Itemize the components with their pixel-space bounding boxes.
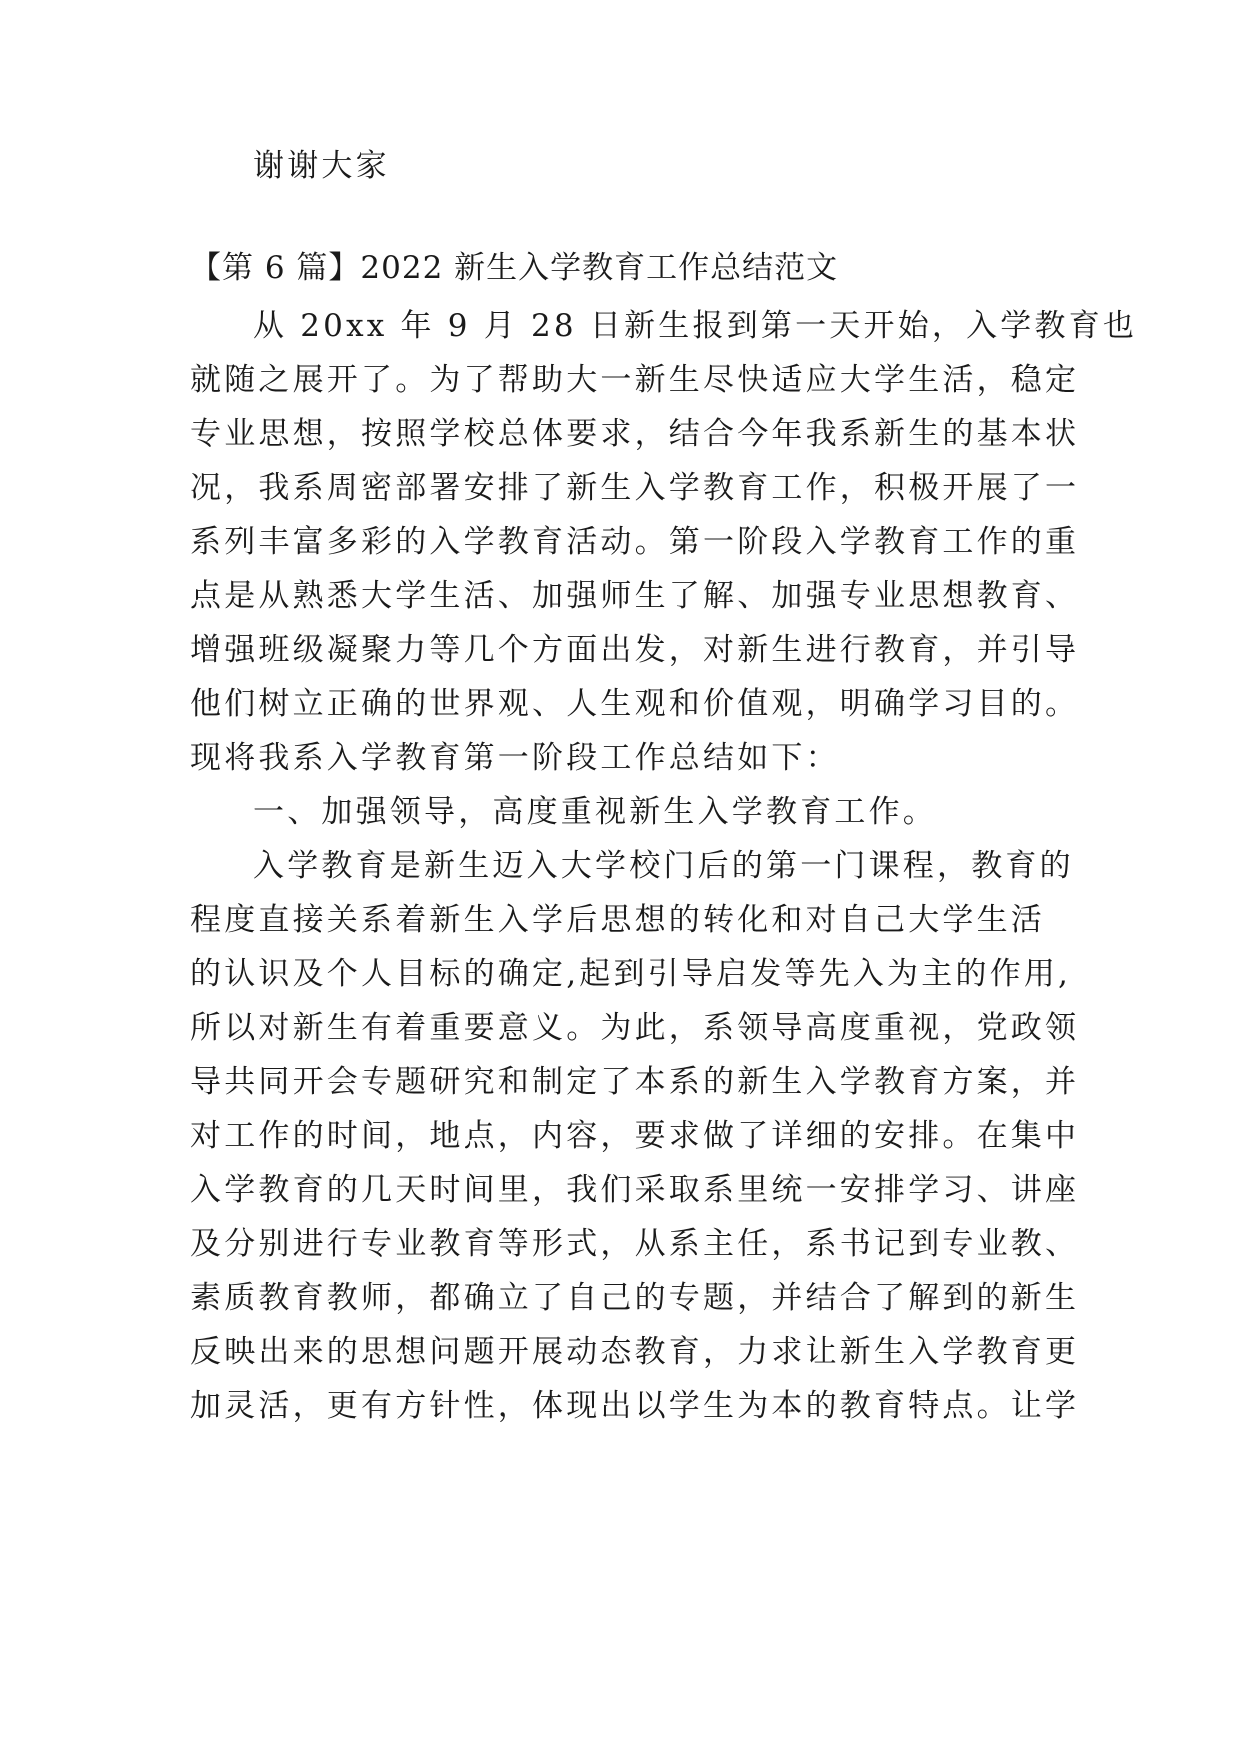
paragraph-1-line-5: 系列丰富多彩的入学教育活动。第一阶段入学教育工作的重 [190, 524, 1080, 560]
paragraph-2-line-2: 程度直接关系着新生入学后思想的转化和对自己大学生活 [190, 902, 1045, 938]
paragraph-2-line-7: 入学教育的几天时间里，我们采取系里统一安排学习、讲座 [190, 1172, 1080, 1208]
paragraph-1-line-4: 况，我系周密部署安排了新生入学教育工作，积极开展了一 [190, 470, 1080, 506]
paragraph-2-line-8: 及分别进行专业教育等形式，从系主任，系书记到专业教、 [190, 1226, 1080, 1262]
paragraph-2-line-11: 加灵活，更有方针性，体现出以学生为本的教育特点。让学 [190, 1388, 1080, 1424]
article-heading: 【第 6 篇】2022 新生入学教育工作总结范文 [190, 250, 839, 286]
paragraph-1-line-3: 专业思想，按照学校总体要求，结合今年我系新生的基本状 [190, 416, 1080, 452]
section-1-title: 一、加强领导，高度重视新生入学教育工作。 [253, 794, 937, 830]
closing-text: 谢谢大家 [253, 148, 390, 184]
paragraph-2-line-10: 反映出来的思想问题开展动态教育，力求让新生入学教育更 [190, 1334, 1080, 1370]
paragraph-2-line-4: 所以对新生有着重要意义。为此，系领导高度重视，党政领 [190, 1010, 1080, 1046]
paragraph-2-line-1: 入学教育是新生迈入大学校门后的第一门课程，教育的 [253, 848, 1074, 884]
paragraph-1-line-1: 从 20xx 年 9 月 28 日新生报到第一天开始，入学教育也 [253, 308, 1138, 344]
paragraph-2-line-3: 的认识及个人目标的确定,起到引导启发等先入为主的作用, [190, 956, 1072, 992]
paragraph-1-line-8: 他们树立正确的世界观、人生观和价值观，明确学习目的。 [190, 686, 1080, 722]
paragraph-2-line-5: 导共同开会专题研究和制定了本系的新生入学教育方案，并 [190, 1064, 1080, 1100]
paragraph-2-line-9: 素质教育教师，都确立了自己的专题，并结合了解到的新生 [190, 1280, 1080, 1316]
paragraph-1-line-9: 现将我系入学教育第一阶段工作总结如下： [190, 740, 840, 776]
paragraph-1-line-7: 增强班级凝聚力等几个方面出发，对新生进行教育，并引导 [190, 632, 1080, 668]
paragraph-2-line-6: 对工作的时间，地点，内容，要求做了详细的安排。在集中 [190, 1118, 1080, 1154]
paragraph-1-line-2: 就随之展开了。为了帮助大一新生尽快适应大学生活，稳定 [190, 362, 1080, 398]
paragraph-1-line-6: 点是从熟悉大学生活、加强师生了解、加强专业思想教育、 [190, 578, 1080, 614]
